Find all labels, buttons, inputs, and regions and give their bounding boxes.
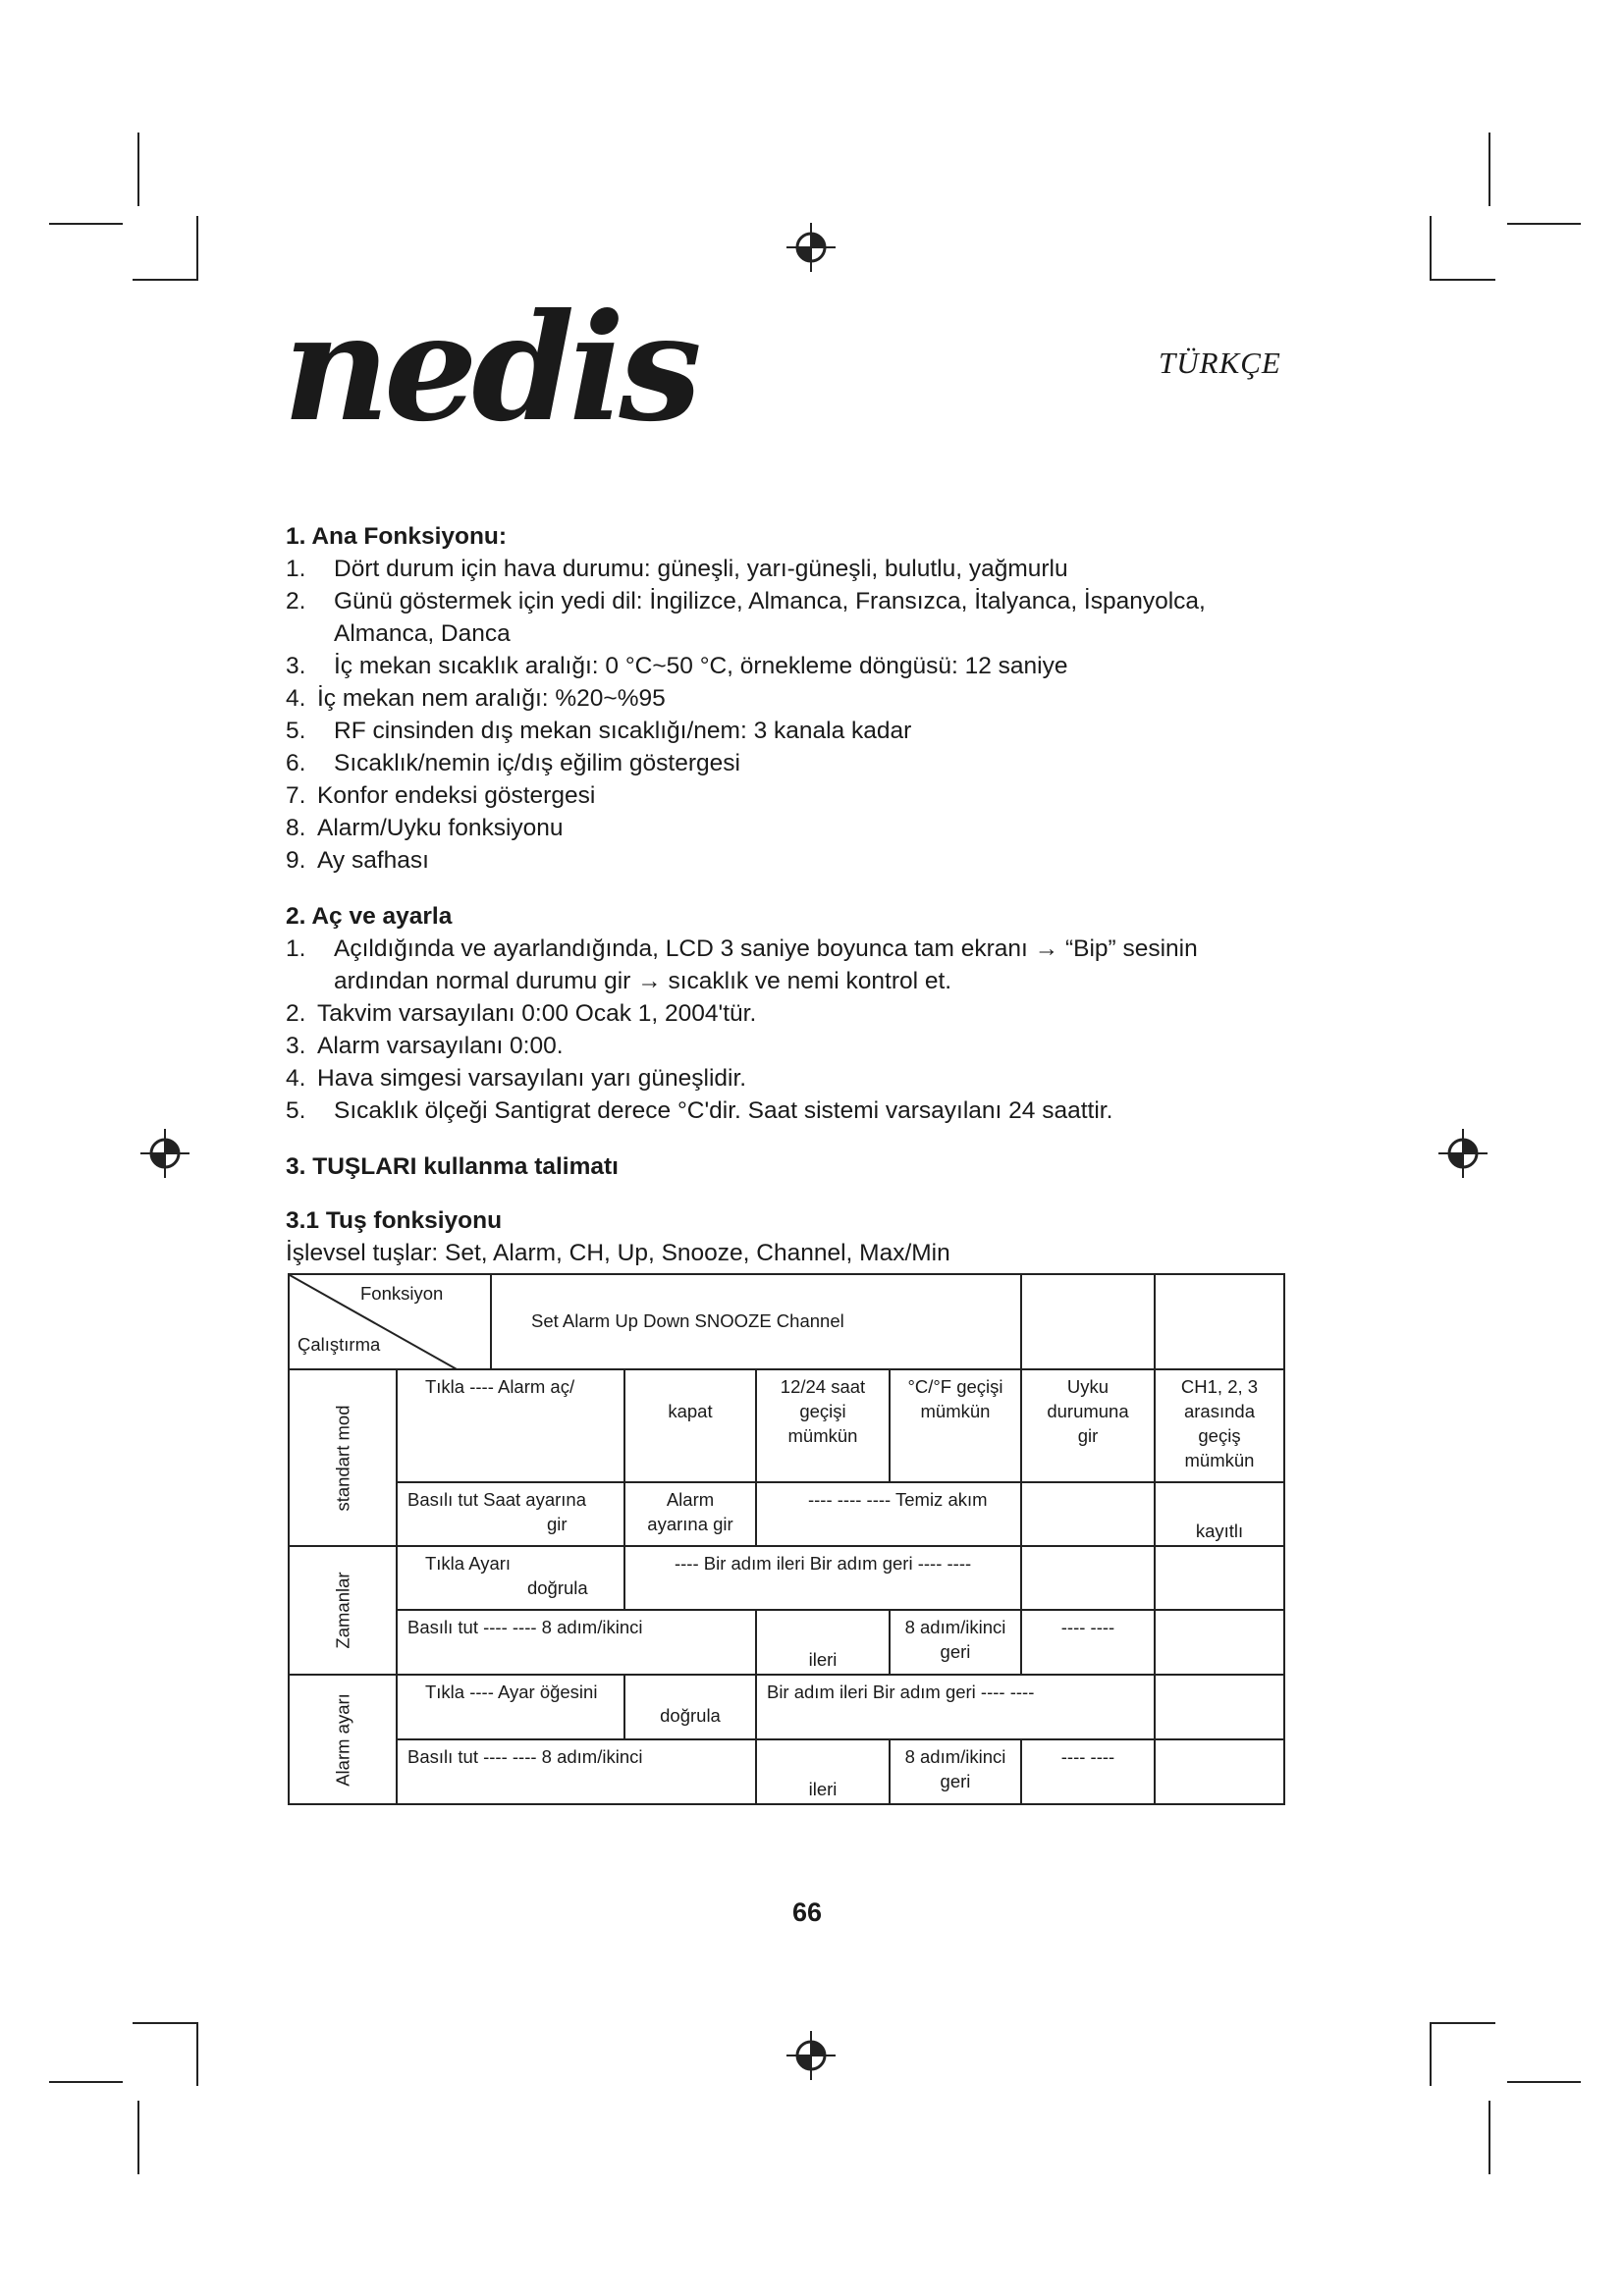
list-item-number: 5. (286, 718, 306, 744)
registration-mark-icon (1438, 1129, 1488, 1178)
table-cell: doğrula (624, 1675, 756, 1739)
setup-list (286, 933, 1268, 1127)
crop-mark (133, 2022, 198, 2024)
table-cell: 12/24 saat geçişi mümkün (756, 1369, 890, 1482)
registration-mark-icon (786, 223, 836, 272)
table-cell (397, 1482, 624, 1546)
section-title: 3. TUŞLARI kullanma talimatı (286, 1153, 619, 1180)
list-item-number: 4. (286, 1065, 306, 1092)
table-cell: ---- ---- ---- Temiz akım (756, 1482, 1021, 1546)
list-item-text: Sıcaklık ölçeği Santigrat derece °C'dir. Saat sistemi varsayılanı 24 saattir. (334, 1097, 1113, 1124)
list-item-text: Ay safhası (317, 847, 429, 874)
section-title: 1. Ana Fonksiyonu: (286, 523, 508, 550)
corner-function-label: Fonksiyon (360, 1283, 444, 1304)
page-number: 66 (792, 1897, 823, 1927)
list-item-text: Alarm varsayılanı 0:00. (317, 1033, 564, 1059)
crop-mark (1430, 216, 1432, 280)
list-item-text: Hava simgesi varsayılanı yarı güneşlidir. (317, 1065, 747, 1092)
crop-mark (1430, 279, 1495, 281)
header-keys-text: Set Alarm Up Down SNOOZE Channel (530, 1310, 844, 1331)
list-item-number: 2. (286, 588, 306, 614)
table-cell: Basılı tut ---- ---- 8 adım/ikinci (397, 1610, 756, 1675)
list-item-number: 5. (286, 1097, 306, 1124)
header-keys-cell (491, 1274, 1021, 1369)
registration-mark-icon (786, 2031, 836, 2080)
list-item-text: İç mekan sıcaklık aralığı: 0 °C~50 °C, örnekleme döngüsü: 12 saniye (334, 653, 1068, 679)
table-cell: ---- Bir adım ileri Bir adım geri ---- ---- (624, 1546, 1021, 1610)
list-item-text: Dört durum için hava durumu: güneşli, yarı-güneşli, bulutlu, yağmurlu (334, 556, 1068, 582)
crop-mark (137, 133, 139, 206)
cell-line: doğrula (526, 1577, 588, 1598)
list-item-number: 9. (286, 847, 306, 874)
list-item-number: 6. (286, 750, 306, 776)
table-cell: ileri (756, 1610, 890, 1675)
table-cell: 8 adım/ikinci geri (890, 1739, 1021, 1804)
list-item-text: Sıcaklık/nemin iç/dış eğilim göstergesi (334, 750, 740, 776)
crop-mark (137, 2101, 139, 2174)
list-item (286, 715, 1268, 747)
crop-mark (1430, 2022, 1432, 2086)
list-item-number: 8. (286, 815, 306, 841)
group-standard (289, 1369, 397, 1546)
key-function-table (288, 1273, 1285, 1805)
list-item (286, 1095, 1268, 1127)
list-item-number: 1. (286, 935, 306, 962)
list-item (286, 779, 1268, 812)
group-label: Zamanlar (332, 1572, 353, 1649)
table-cell: kapat (624, 1369, 756, 1482)
crop-mark (49, 223, 123, 225)
language-label: TÜRKÇE (1159, 346, 1281, 380)
list-item (286, 997, 1268, 1030)
table-cell: °C/°F geçişi mümkün (890, 1369, 1021, 1482)
list-item-number: 7. (286, 782, 306, 809)
list-item-text: İç mekan nem aralığı: %20~%95 (317, 685, 666, 712)
table-cell: ---- ---- (1021, 1739, 1155, 1804)
subsection-title: 3.1 Tuş fonksiyonu (286, 1207, 503, 1234)
table-cell: ileri (756, 1739, 890, 1804)
crop-mark (1489, 133, 1490, 206)
table-cell: Bir adım ileri Bir adım geri ---- ---- (756, 1675, 1155, 1739)
corner-operation-label: Çalıştırma (298, 1334, 381, 1355)
list-item (286, 585, 1268, 650)
list-item-text: Konfor endeksi göstergesi (317, 782, 596, 809)
list-item-text: Günü göstermek için yedi dil: İngilizce, Almanca, Fransızca, İtalyanca, İspanyolca, Almanca, Danca (334, 588, 1206, 647)
list-item-number: 4. (286, 685, 306, 712)
manual-content (286, 520, 1268, 1269)
group-alarm (289, 1675, 397, 1804)
list-item (286, 1030, 1268, 1062)
list-item (286, 650, 1268, 682)
list-item-text: Alarm/Uyku fonksiyonu (317, 815, 564, 841)
list-item-number: 3. (286, 1033, 306, 1059)
list-item-text: Açıldığında ve ayarlandığında, LCD 3 saniye boyunca tam ekranı → “Bip” sesinin ardından normal durumu gir → sıcaklık ve nemi kontrol et. (334, 935, 1198, 994)
list-item-number: 1. (286, 556, 306, 582)
list-item (286, 844, 1268, 877)
crop-mark (196, 216, 198, 280)
group-time (289, 1546, 397, 1675)
list-item (286, 553, 1268, 585)
crop-mark (196, 2022, 198, 2086)
crop-mark (1507, 2081, 1581, 2083)
group-label: standart mod (332, 1405, 353, 1511)
table-cell (397, 1546, 624, 1610)
table-cell: Tıkla ---- Ayar öğesini (397, 1675, 624, 1739)
table-cell: Basılı tut ---- ---- 8 adım/ikinci (397, 1739, 756, 1804)
table-cell: Uyku durumuna gir (1021, 1369, 1155, 1482)
feature-list (286, 553, 1268, 877)
table-cell: Alarm ayarına gir (624, 1482, 756, 1546)
cell-line: Basılı tut Saat ayarına (406, 1489, 587, 1510)
list-item (286, 812, 1268, 844)
list-item-text: RF cinsinden dış mekan sıcaklığı/nem: 3 kanala kadar (334, 718, 912, 744)
crop-mark (1507, 223, 1581, 225)
crop-mark (133, 279, 198, 281)
list-item-number: 2. (286, 1000, 306, 1027)
list-item (286, 682, 1268, 715)
list-item-number: 3. (286, 653, 306, 679)
table-cell: CH1, 2, 3 arasında geçiş mümkün (1155, 1369, 1284, 1482)
keys-line: İşlevsel tuşlar: Set, Alarm, CH, Up, Snooze, Channel, Max/Min (286, 1240, 950, 1266)
registration-mark-icon (140, 1129, 189, 1178)
section-title: 2. Aç ve ayarla (286, 903, 453, 930)
list-item (286, 747, 1268, 779)
cell-line: gir (546, 1514, 568, 1534)
crop-mark (1489, 2101, 1490, 2174)
crop-mark (49, 2081, 123, 2083)
list-item (286, 1062, 1268, 1095)
table-cell: Tıkla ---- Alarm aç/ (397, 1369, 624, 1482)
table-cell: 8 adım/ikinci geri (890, 1610, 1021, 1675)
crop-mark (1430, 2022, 1495, 2024)
group-label: Alarm ayarı (332, 1692, 353, 1787)
table-cell: kayıtlı (1155, 1482, 1284, 1546)
table-cell: ---- ---- (1021, 1610, 1155, 1675)
list-item-text: Takvim varsayılanı 0:00 Ocak 1, 2004'tür. (317, 1000, 757, 1027)
table-corner (289, 1274, 491, 1369)
list-item (286, 933, 1268, 997)
brand-logo: nedis (283, 282, 696, 454)
cell-line: Tıkla Ayarı (424, 1553, 512, 1574)
